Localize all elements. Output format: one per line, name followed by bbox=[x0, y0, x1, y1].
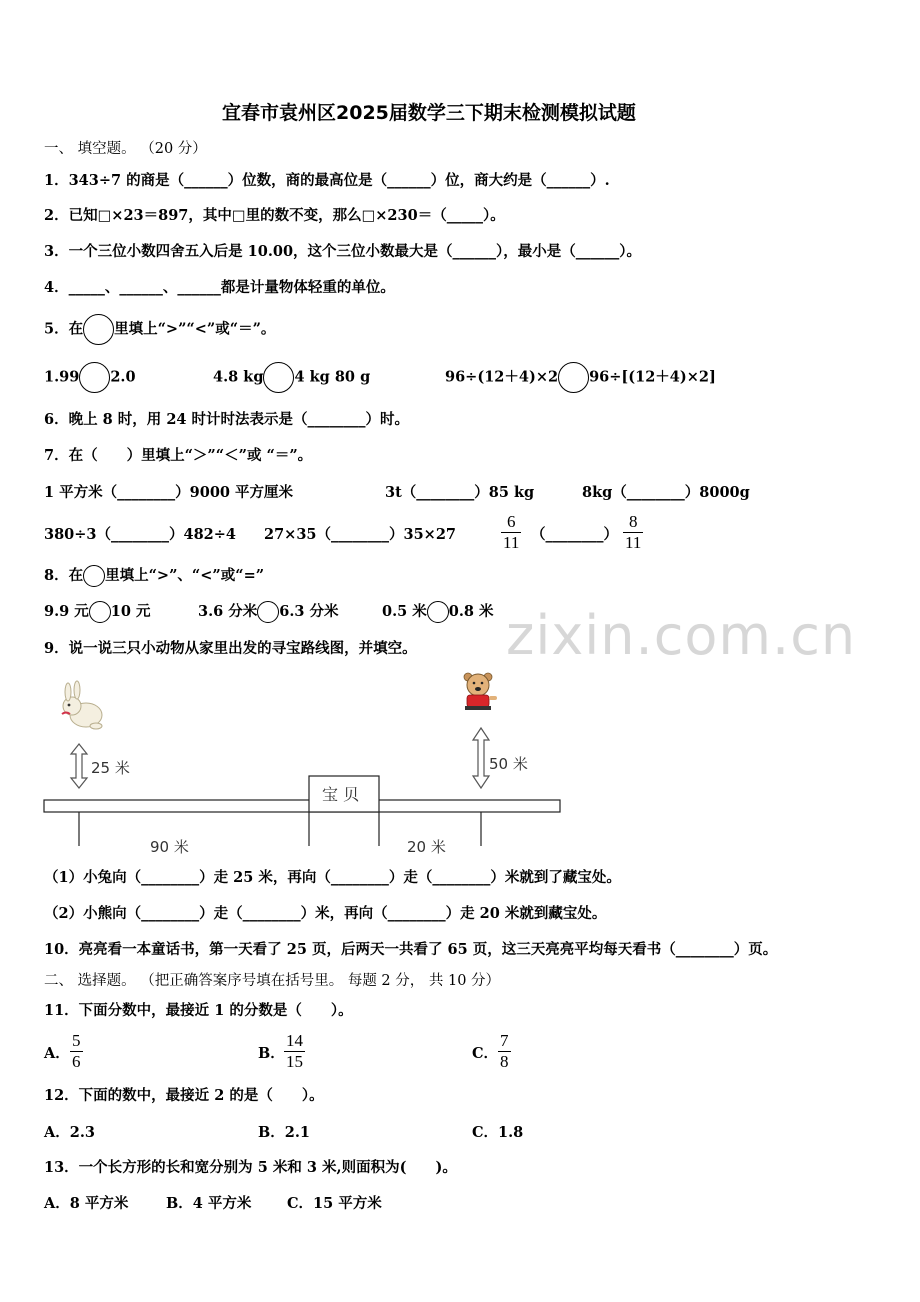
question-7-d: 380÷3（________）482÷4 bbox=[44, 526, 237, 543]
question-11-stem: 11．下面分数中，最接近 1 的分数是（ ）。 bbox=[44, 1002, 353, 1019]
q8-post: 里填上“>”、“<”或“=” bbox=[105, 567, 265, 584]
arrow-25m-icon bbox=[71, 744, 87, 788]
q5-a-right: 2.0 bbox=[110, 368, 136, 386]
compare-circle[interactable] bbox=[79, 362, 110, 393]
question-6: 6．晚上 8 时，用 24 时计时法表示是（________）时。 bbox=[44, 411, 410, 428]
compare-circle[interactable] bbox=[83, 314, 114, 345]
denominator: 8 bbox=[500, 1052, 509, 1071]
question-12-stem: 12．下面的数中，最接近 2 的是（ ）。 bbox=[44, 1087, 324, 1104]
compare-circle[interactable] bbox=[427, 601, 449, 623]
question-8-c bbox=[382, 601, 494, 623]
option-13-a: A．8 平方米 bbox=[44, 1195, 129, 1212]
numerator: 8 bbox=[628, 512, 638, 531]
q8-b-left: 3.6 分米 bbox=[198, 603, 258, 620]
question-9-sub-1: （1）小兔向（________）走 25 米，再向（________）走（________）米就到了藏宝处。 bbox=[44, 869, 621, 886]
q5-b-right: 4 kg 80 g bbox=[294, 368, 371, 386]
question-9-stem: 9．说一说三只小动物从家里出发的寻宝路线图，并填空。 bbox=[44, 640, 417, 657]
q5-post: 里填上“>”“<”或“＝”。 bbox=[114, 320, 276, 338]
fraction-14-15 bbox=[284, 1031, 305, 1072]
label-50m: 50 米 bbox=[489, 755, 528, 773]
arrow-50m-icon bbox=[473, 728, 489, 788]
numerator: 6 bbox=[506, 512, 516, 531]
option-11-a-label: A． bbox=[44, 1045, 70, 1062]
option-13-c: C．15 平方米 bbox=[287, 1195, 382, 1212]
q8-b-right: 6.3 分米 bbox=[279, 603, 339, 620]
q8-c-right: 0.8 米 bbox=[448, 603, 494, 620]
watermark: zixin.com.cn bbox=[506, 604, 857, 667]
question-9-sub-2: （2）小熊向（________）走（________）米，再向（________）走 20 米就到藏宝处。 bbox=[44, 905, 607, 922]
question-7-f-blank: （________） bbox=[531, 526, 618, 543]
denominator: 6 bbox=[72, 1052, 81, 1071]
fraction-7-8 bbox=[498, 1031, 511, 1072]
q5-c-left: 96÷(12＋4)×2 bbox=[445, 368, 559, 386]
option-11-c-label: C． bbox=[472, 1045, 499, 1062]
question-7-e: 27×35（________）35×27 bbox=[264, 526, 457, 543]
question-1: 1．343÷7 的商是（______）位数，商的最高位是（______）位，商大约是（______）. bbox=[44, 172, 610, 189]
question-10: 10．亮亮看一本童话书，第一天看了 25 页，后两天一共看了 65 页，这三天亮亮平均每天看书（________）页。 bbox=[44, 941, 778, 958]
section-2-heading: 二、 选择题。 （把正确答案序号填在括号里。 每题 2 分， 共 10 分） bbox=[44, 973, 501, 989]
denominator: 11 bbox=[503, 533, 520, 552]
denominator: 15 bbox=[286, 1052, 303, 1071]
option-12-c: C．1.8 bbox=[472, 1124, 524, 1141]
q5-a-left: 1.99 bbox=[44, 368, 80, 386]
question-5-a bbox=[44, 362, 136, 393]
numerator: 5 bbox=[72, 1031, 81, 1050]
compare-circle[interactable] bbox=[83, 565, 105, 587]
option-12-b: B．2.1 bbox=[258, 1124, 310, 1141]
question-3: 3．一个三位小数四舍五入后是 10.00，这个三位小数最大是（______），最小是（______）。 bbox=[44, 243, 642, 260]
compare-circle[interactable] bbox=[257, 601, 279, 623]
question-7-b: 3t（________）85 kg bbox=[385, 484, 535, 501]
question-5-stem bbox=[44, 314, 275, 345]
fraction-5-6 bbox=[70, 1031, 83, 1072]
question-7-c: 8kg（________）8000g bbox=[582, 484, 750, 501]
bear-icon bbox=[464, 673, 497, 710]
treasure-label: 宝 贝 bbox=[322, 785, 360, 804]
q5-c-right: 96÷[(12＋4)×2] bbox=[589, 368, 716, 386]
question-2: 2．已知□×23＝897，其中□里的数不变，那么□×230＝（_____）。 bbox=[44, 207, 505, 224]
road bbox=[44, 800, 560, 812]
numerator: 7 bbox=[500, 1031, 509, 1050]
question-8-stem bbox=[44, 565, 264, 587]
q8-pre: 8．在 bbox=[44, 567, 84, 584]
question-13-stem: 13．一个长方形的长和宽分别为 5 米和 3 米,则面积为( )。 bbox=[44, 1159, 457, 1176]
q8-c-left: 0.5 米 bbox=[382, 603, 427, 620]
question-5-c bbox=[445, 362, 716, 393]
q5-pre: 5．在 bbox=[44, 320, 84, 338]
question-4: 4．_____、______、______都是计量物体轻重的单位。 bbox=[44, 279, 395, 296]
question-8-a bbox=[44, 601, 151, 623]
question-8-b bbox=[198, 601, 339, 623]
label-90m: 90 米 bbox=[150, 838, 189, 856]
compare-circle[interactable] bbox=[263, 362, 294, 393]
section-1-heading: 一、 填空题。 （20 分） bbox=[44, 141, 207, 157]
q8-a-right: 10 元 bbox=[110, 603, 151, 620]
fraction-6-11 bbox=[501, 512, 521, 553]
q5-b-left: 4.8 kg bbox=[213, 368, 264, 386]
treasure-route-diagram bbox=[0, 668, 920, 868]
question-5-b bbox=[213, 362, 370, 393]
option-11-b-label: B． bbox=[258, 1045, 285, 1062]
denominator: 11 bbox=[625, 533, 642, 552]
numerator: 14 bbox=[286, 1031, 303, 1050]
option-13-b: B．4 平方米 bbox=[166, 1195, 252, 1212]
q8-a-left: 9.9 元 bbox=[44, 603, 89, 620]
label-25m: 25 米 bbox=[91, 759, 130, 777]
fraction-8-11 bbox=[623, 512, 643, 553]
question-7-a: 1 平方米（________）9000 平方厘米 bbox=[44, 484, 294, 501]
question-7-stem: 7．在（ ）里填上“＞”“＜”或 “＝”。 bbox=[44, 447, 313, 464]
compare-circle[interactable] bbox=[89, 601, 111, 623]
label-20m: 20 米 bbox=[407, 838, 446, 856]
rabbit-icon bbox=[62, 681, 102, 729]
compare-circle[interactable] bbox=[558, 362, 589, 393]
option-12-a: A．2.3 bbox=[44, 1124, 95, 1141]
page-title: 宜春市袁州区2025届数学三下期末检测模拟试题 bbox=[222, 102, 636, 124]
